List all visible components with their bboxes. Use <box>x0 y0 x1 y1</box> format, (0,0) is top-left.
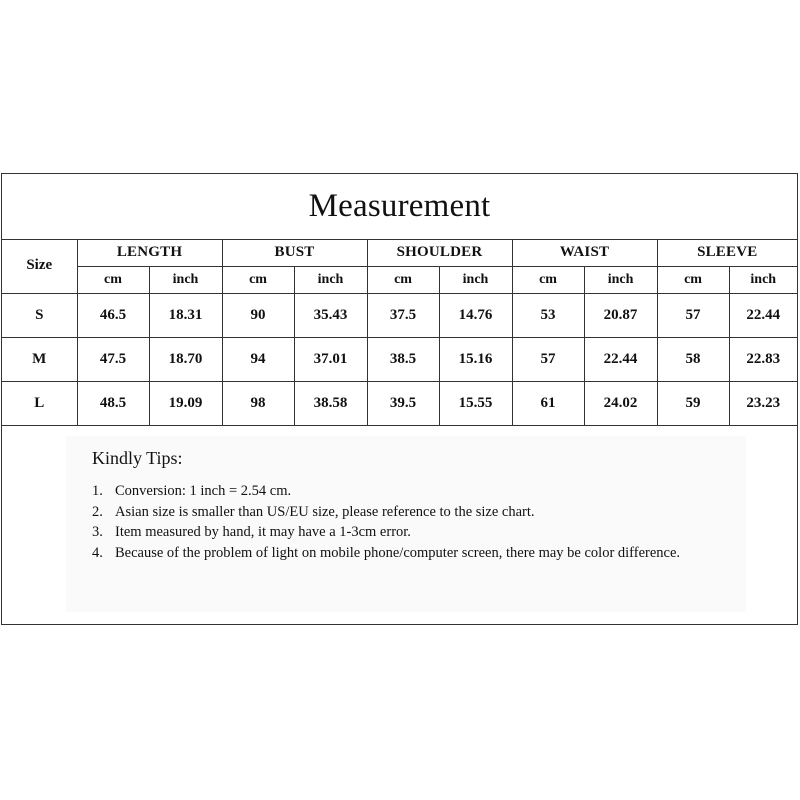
unit-header-inch: inch <box>149 266 222 293</box>
list-item-number: 3. <box>92 524 103 540</box>
size-cell: L <box>2 381 77 425</box>
unit-header-inch: inch <box>294 266 367 293</box>
table-row <box>2 381 797 425</box>
table-cell: 15.16 <box>439 337 512 381</box>
table-cell: 18.70 <box>149 337 222 381</box>
measurement-sheet <box>1 173 798 625</box>
unit-header-cm: cm <box>222 266 294 293</box>
size-chart-table <box>2 239 797 426</box>
table-cell: 90 <box>222 293 294 337</box>
unit-header-cm: cm <box>657 266 729 293</box>
table-row <box>2 293 797 337</box>
table-cell: 23.23 <box>729 381 797 425</box>
table-cell: 22.83 <box>729 337 797 381</box>
table-cell: 58 <box>657 337 729 381</box>
table-cell: 38.58 <box>294 381 367 425</box>
list-item <box>92 481 712 502</box>
header-row-units <box>2 266 797 293</box>
table-cell: 47.5 <box>77 337 149 381</box>
tips-title: Kindly Tips: <box>92 448 183 468</box>
page-title: Measurement <box>308 188 491 224</box>
table-cell: 37.5 <box>367 293 439 337</box>
list-item <box>92 522 712 543</box>
table-cell: 61 <box>512 381 584 425</box>
table-cell: 48.5 <box>77 381 149 425</box>
list-item-text: Because of the problem of light on mobile phone/computer screen, there may be color difference. <box>115 544 681 561</box>
tips-list <box>92 481 712 563</box>
table-cell: 24.02 <box>584 381 657 425</box>
table-cell: 98 <box>222 381 294 425</box>
unit-header-inch: inch <box>439 266 512 293</box>
title-bar <box>2 174 797 240</box>
table-cell: 38.5 <box>367 337 439 381</box>
table-cell: 37.01 <box>294 337 367 381</box>
table-cell: 57 <box>657 293 729 337</box>
group-header-waist: WAIST <box>512 239 657 266</box>
size-header: Size <box>2 239 77 293</box>
group-header-bust: BUST <box>222 239 367 266</box>
list-item <box>92 502 712 523</box>
table-cell: 22.44 <box>729 293 797 337</box>
group-header-sleeve: SLEEVE <box>657 239 797 266</box>
kindly-tips-panel <box>66 436 746 612</box>
list-item-number: 2. <box>92 503 103 520</box>
unit-header-cm: cm <box>367 266 439 293</box>
table-cell: 15.55 <box>439 381 512 425</box>
group-header-length: LENGTH <box>77 239 222 266</box>
table-cell: 18.31 <box>149 293 222 337</box>
table-cell: 14.76 <box>439 293 512 337</box>
header-row-groups <box>2 239 797 266</box>
table-cell: 20.87 <box>584 293 657 337</box>
table-cell: 46.5 <box>77 293 149 337</box>
table-cell: 22.44 <box>584 337 657 381</box>
list-item-number: 1. <box>92 483 103 499</box>
list-item-number: 4. <box>92 544 103 561</box>
table-row <box>2 337 797 381</box>
size-cell: M <box>2 337 77 381</box>
table-cell: 19.09 <box>149 381 222 425</box>
unit-header-inch: inch <box>729 266 797 293</box>
table-cell: 53 <box>512 293 584 337</box>
table-cell: 35.43 <box>294 293 367 337</box>
list-item-text: Conversion: 1 inch = 2.54 cm. <box>115 483 292 499</box>
table-cell: 39.5 <box>367 381 439 425</box>
list-item-text: Item measured by hand, it may have a 1-3cm error. <box>115 524 411 540</box>
size-cell: S <box>2 293 77 337</box>
table-cell: 59 <box>657 381 729 425</box>
unit-header-cm: cm <box>77 266 149 293</box>
group-header-shoulder: SHOULDER <box>367 239 512 266</box>
unit-header-cm: cm <box>512 266 584 293</box>
unit-header-inch: inch <box>584 266 657 293</box>
table-cell: 94 <box>222 337 294 381</box>
list-item-text: Asian size is smaller than US/EU size, please reference to the size chart. <box>115 503 535 520</box>
table-cell: 57 <box>512 337 584 381</box>
list-item <box>92 543 712 564</box>
